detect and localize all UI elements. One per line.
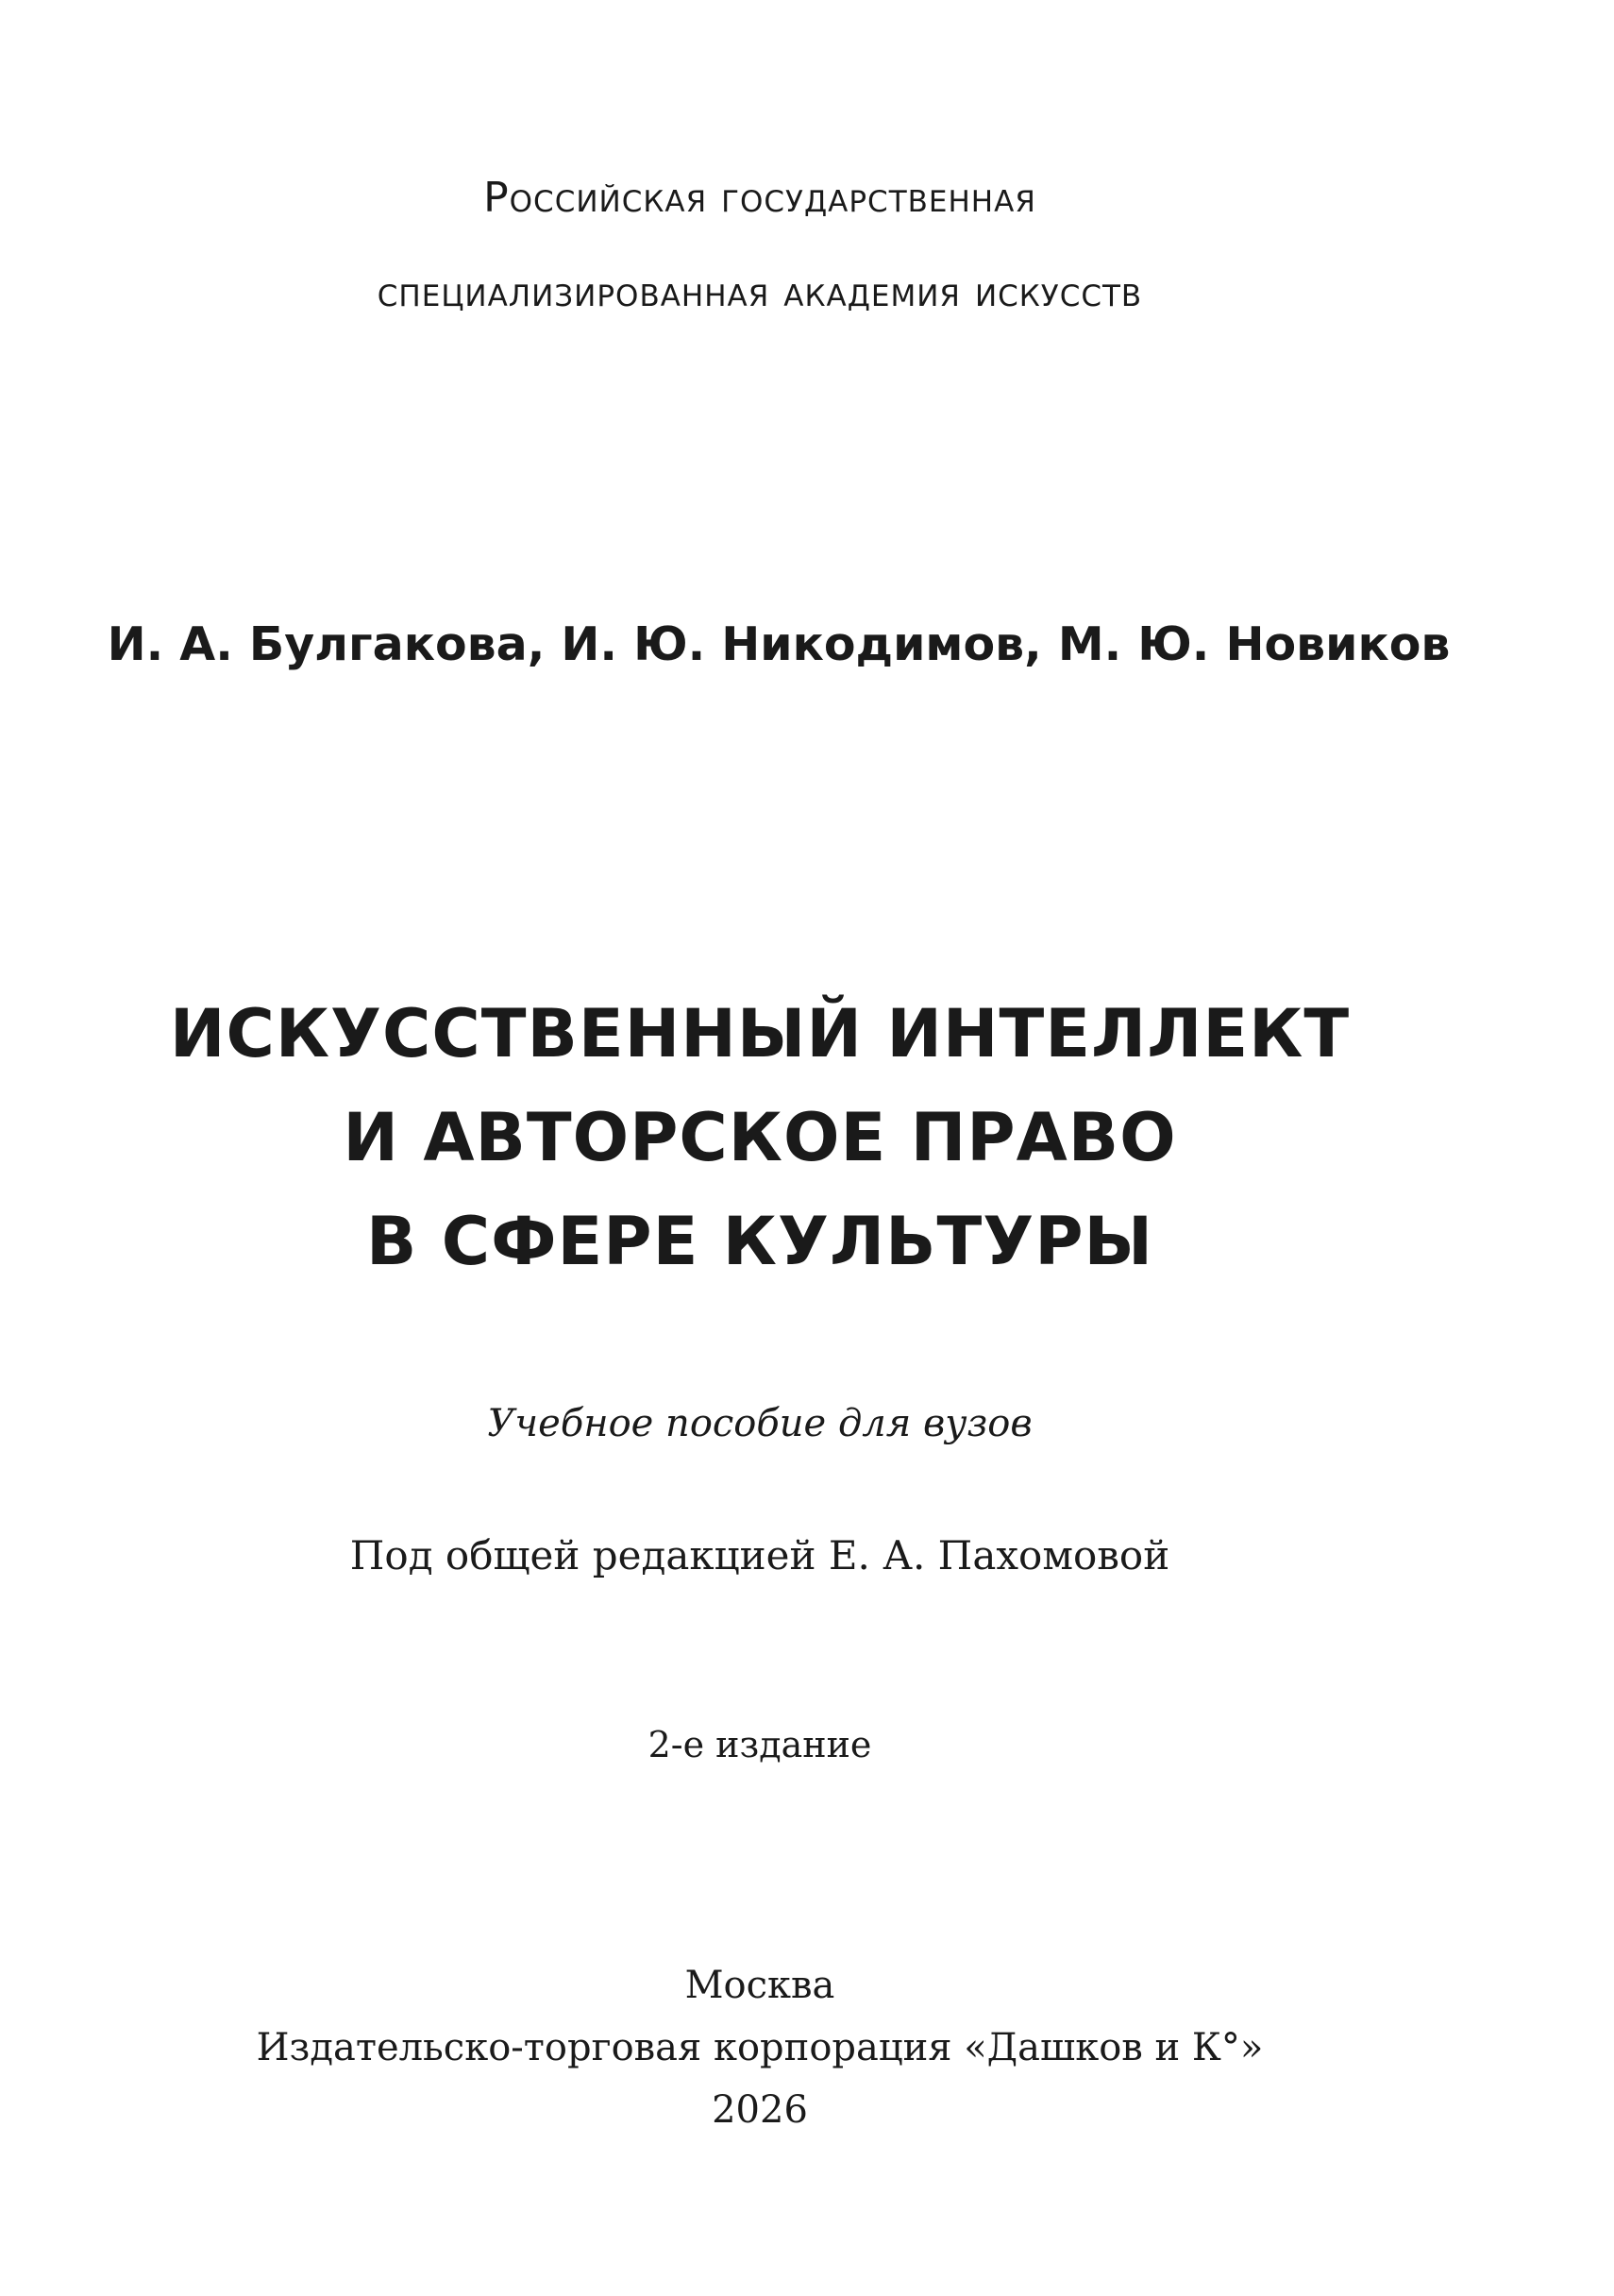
imprint-city: Москва (684, 1964, 835, 2007)
title-line-1: ИСКУССТВЕННЫЙ ИНТЕЛЛЕКТ (169, 995, 1351, 1072)
book-title (0, 982, 1520, 1293)
edition: 2-е издание (647, 1724, 872, 1765)
subtitle: Учебное пособие для вузов (487, 1402, 1033, 1445)
title-line-2: И АВТОРСКОЕ ПРАВО (343, 1099, 1177, 1176)
imprint (0, 1954, 1520, 2141)
title-line-3: В СФЕРЕ КУЛЬТУРЫ (365, 1203, 1154, 1280)
institution-line-1: Российская государственная (483, 174, 1036, 222)
imprint-year: 2026 (712, 2088, 808, 2132)
institution-line-2: специализированная академия искусств (377, 268, 1143, 316)
imprint-publisher: Издательско-торговая корпорация «Дашков и К°» (256, 2026, 1264, 2069)
authors: И. А. Булгакова, И. Ю. Никодимов, М. Ю. Новиков (107, 617, 1451, 671)
editor-credit: Под общей редакцией Е. А. Пахомовой (349, 1532, 1170, 1578)
institution-name (0, 151, 1520, 340)
